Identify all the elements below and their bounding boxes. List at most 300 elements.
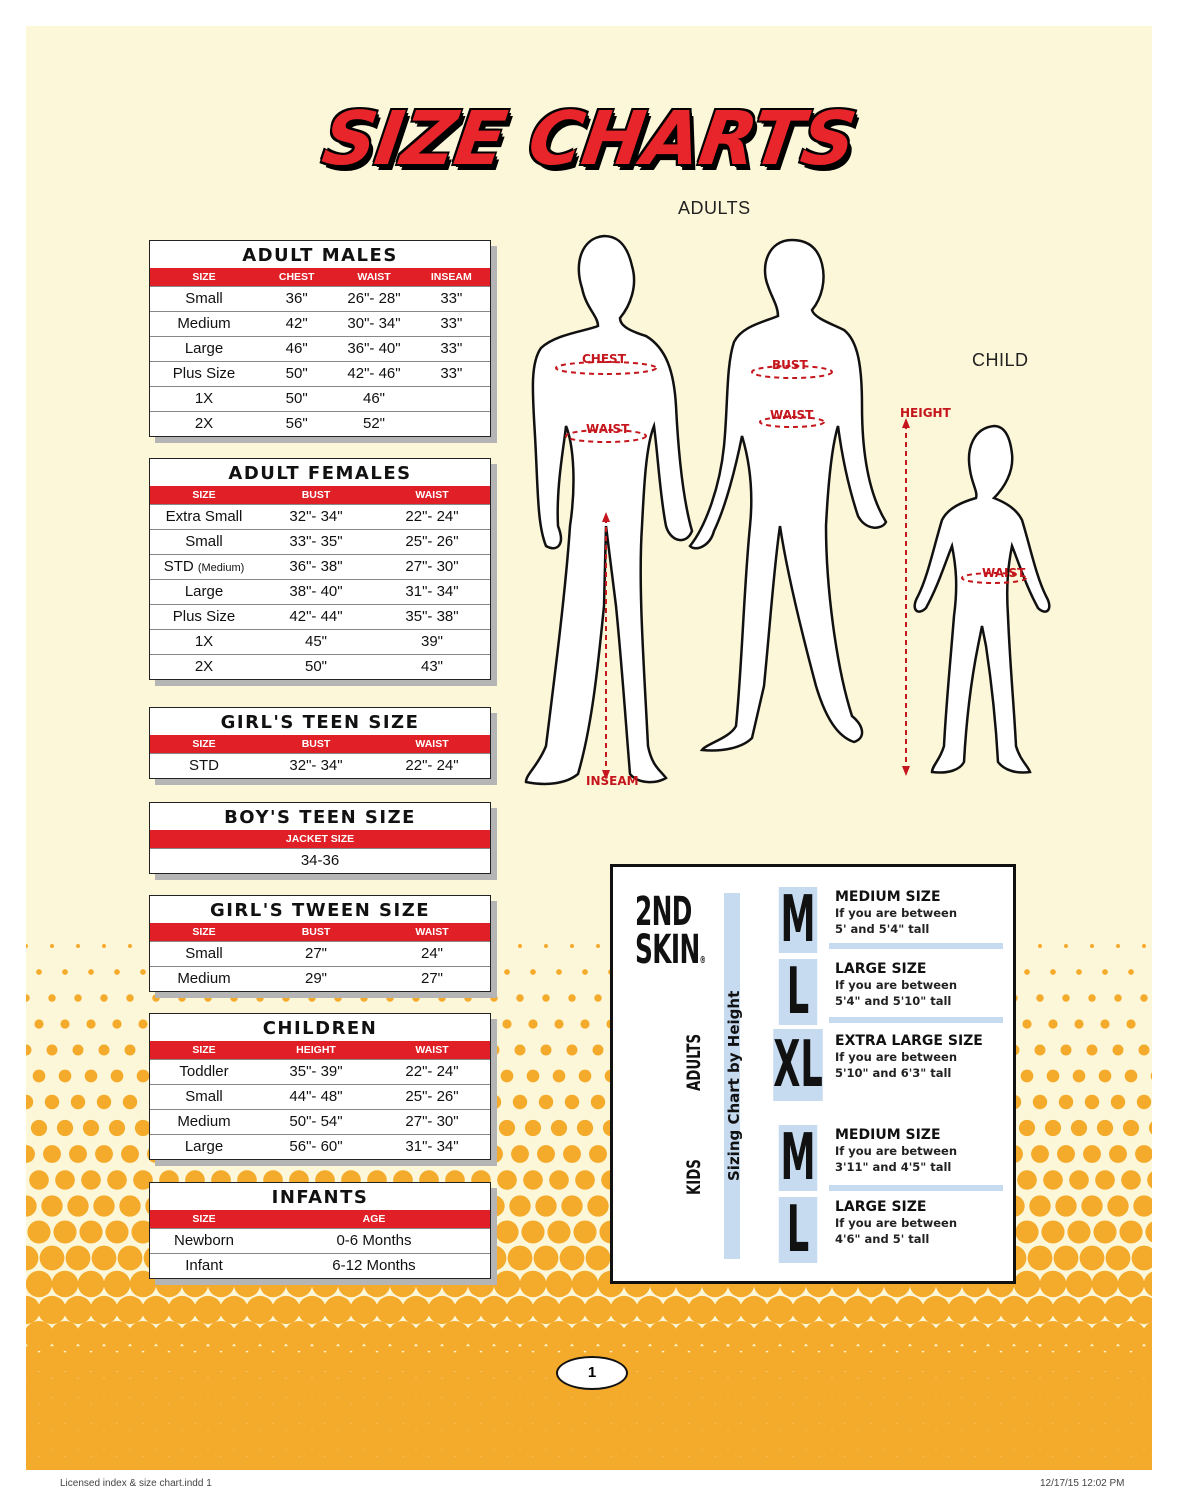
table-row [150,629,490,654]
size-text: If you are between [835,978,958,992]
halftone-dot [1106,1246,1131,1271]
table-header [150,1210,490,1228]
size-std-note: (Medium) [197,562,245,574]
table-cell: 27"- 30" [405,1113,459,1130]
male-figure [526,236,692,784]
halftone-dot [573,1220,596,1243]
brand-logo-bottom [635,927,706,980]
table-row [150,604,490,629]
table-header [150,268,490,286]
halftone-dot [26,944,28,948]
halftone-dot [62,969,68,975]
halftone-dot [86,1019,95,1028]
table-cell: 33" [440,365,463,382]
size-info-medium-kids [835,1127,957,1175]
halftone-dot [1114,994,1121,1001]
halftone-dot [1021,1070,1034,1083]
halftone-dot [1133,1195,1152,1216]
halftone-dot [1119,1220,1142,1243]
halftone-dot [1081,1195,1102,1216]
halftone-dot [85,1070,98,1083]
table-cell: STD [189,757,219,774]
brand-logo-top: 2ND [635,889,692,935]
halftone-dot [539,1095,553,1109]
table-cell: 42" [285,315,308,332]
halftone-dot [57,1120,73,1136]
halftone-dot [454,1296,482,1324]
halftone-dot [870,1296,898,1324]
halftone-dot [1145,1220,1152,1243]
kids-vertical-label: KIDS [683,1159,705,1195]
halftone-dot [128,944,132,948]
halftone-dot [896,1296,924,1324]
halftone-dot [1066,1271,1093,1298]
second-skin-sizing-box [610,864,1016,1284]
size-text: 4'6" and 5' tall [835,1232,930,1246]
halftone-dot [1097,1120,1113,1136]
halftone-dot [112,1019,121,1028]
halftone-dot [549,1170,569,1190]
halftone-dot [1125,1070,1138,1083]
halftone-dot [492,944,496,948]
footer-filename: Licensed index & size chart.indd 1 [60,1478,212,1489]
table-row [150,529,490,554]
halftone-dot [1083,1145,1101,1163]
halftone-dot [99,1045,110,1056]
halftone-dot [544,944,548,948]
halftone-dot [553,1070,566,1083]
halftone-dot [490,994,497,1001]
halftone-dot [36,969,42,975]
boys-teen-table [149,802,491,874]
table-row [150,336,490,361]
halftone-dot [67,1195,88,1216]
halftone-dot [126,994,133,1001]
divider-line [829,1185,1003,1191]
halftone-dot [1087,1045,1098,1056]
halftone-dot [1047,1070,1060,1083]
halftone-dot [334,994,341,1001]
size-text: If you are between [835,1144,958,1158]
halftone-dot [1073,1070,1086,1083]
table-header [150,486,490,504]
size-text: 5' and 5'4" tall [835,922,930,936]
table-cell: Extra Small [165,508,243,525]
table-cell: 35"- 39" [289,1063,343,1080]
halftone-dot [308,994,315,1001]
halftone-dot [138,1019,147,1028]
halftone-dot [922,1296,950,1324]
header-cell: WAIST [415,926,449,938]
footer-timestamp: 12/17/15 12:02 PM [1040,1478,1125,1489]
halftone-dot [53,1220,76,1243]
halftone-dot [1057,1145,1075,1163]
table-cell: Newborn [173,1232,235,1249]
halftone-dot [1102,969,1108,975]
halftone-dot [537,1145,555,1163]
table-title: GIRL'S TEEN SIZE [220,712,420,733]
header-cell: SIZE [192,271,216,283]
girls-teen-table [149,707,491,779]
halftone-dot [81,1170,101,1190]
halftone-dot [560,1246,585,1271]
table-cell: 31"- 34" [405,583,459,600]
halftone-dot [282,994,289,1001]
halftone-dot [386,994,393,1001]
halftone-dot [1054,1246,1079,1271]
table-cell: 50"- 54" [289,1113,343,1130]
halftone-dot [1140,994,1147,1001]
halftone-dot [142,1296,170,1324]
halftone-dot [1132,1246,1152,1271]
halftone-dot [1116,944,1120,948]
size-heading: LARGE SIZE [835,961,927,977]
halftone-dot [577,1120,593,1136]
halftone-dot [1149,1120,1152,1136]
table-cell: Small [185,1088,223,1105]
halftone-dot [1107,1195,1128,1216]
halftone-dot [114,969,120,975]
table-title: ADULT MALES [242,245,398,266]
table-cell: 29" [304,970,327,987]
table-header [150,923,490,941]
table-cell: 32"- 34" [289,757,343,774]
girls-tween-table [149,895,491,992]
halftone-dot [596,944,600,948]
halftone-dot [45,1095,59,1109]
halftone-dot [1118,1271,1145,1298]
halftone-dot [568,994,575,1001]
halftone-dot [1142,944,1146,948]
table-row [150,1084,490,1109]
header-cell: BUST [301,926,331,938]
table-cell: 27" [304,945,327,962]
table-row [150,311,490,336]
halftone-dot [1041,1220,1064,1243]
table-cell: 22"- 24" [405,508,459,525]
halftone-dot [31,1120,47,1136]
halftone-dot [95,1145,113,1163]
table-title: CHILDREN [262,1018,378,1039]
halftone-dot [502,1019,511,1028]
halftone-dot [78,1271,105,1298]
header-cell: SIZE [192,738,216,750]
header-cell: BUST [301,738,331,750]
halftone-dot [74,994,81,1001]
halftone-dot [66,1246,91,1271]
halftone-dot [60,1019,69,1028]
size-text: If you are between [835,1050,958,1064]
table-cell: 27" [420,970,443,987]
table-row [150,1134,490,1159]
halftone-dot [535,1195,556,1216]
table-row [150,1228,490,1253]
halftone-dot [494,1271,521,1298]
halftone-dot [360,994,367,1001]
halftone-dot [104,1271,131,1298]
table-cell: Medium [177,1113,231,1130]
size-letter-xl-adult: XL [773,1028,823,1102]
table-cell: 26"- 28" [347,290,401,307]
halftone-dot [69,1145,87,1163]
halftone-dot [561,1195,582,1216]
table-cell: 1X [194,390,214,407]
halftone-dot [1064,944,1068,948]
halftone-dot [137,1070,150,1083]
halftone-dot [1059,1095,1073,1109]
halftone-dot [464,994,471,1001]
table-cell: 42"- 44" [289,608,343,625]
halftone-dot [1062,994,1069,1001]
table-row [150,504,490,529]
halftone-dot [1093,1220,1116,1243]
header-cell: HEIGHT [296,1044,336,1056]
halftone-dot [34,1019,43,1028]
halftone-dot [1028,1246,1053,1271]
table-cell: 0-6 Months [336,1232,412,1249]
halftone-dot [402,1296,430,1324]
halftone-dot [1080,1246,1105,1271]
halftone-dot [298,1296,326,1324]
size-text: 5'4" and 5'10" tall [835,994,952,1008]
table-cell: Small [185,945,223,962]
halftone-dot [546,1271,573,1298]
halftone-dot [1055,1195,1076,1216]
halftone-dot [565,1095,579,1109]
height-label: HEIGHT [900,406,951,420]
halftone-dot [71,1095,85,1109]
halftone-dot [1137,1095,1151,1109]
divider-line [829,943,1003,949]
child-waist-label: WAIST [982,566,1026,580]
halftone-dot [73,1045,84,1056]
size-text: 5'10" and 6'3" tall [835,1066,952,1080]
table-row [150,361,490,386]
halftone-dot [1123,1120,1139,1136]
table-cell: 56" [285,415,308,432]
table-cell: 42"- 46" [347,365,401,382]
table-row [150,1059,490,1084]
infants-table [149,1182,491,1279]
halftone-dot [438,994,445,1001]
halftone-dot [102,944,106,948]
sizing-chart-label: Sizing Chart by Height [725,990,743,1181]
halftone-dot [100,994,107,1001]
size-text: If you are between [835,906,958,920]
halftone-dot [1078,1296,1106,1324]
table-cell: 46" [362,390,385,407]
children-table [149,1013,491,1160]
inseam-label: INSEAM [586,774,639,788]
size-letter-l-adult: L [779,959,818,1025]
table-cell: Large [184,583,224,600]
table-cell: 50" [285,365,308,382]
table-cell: 31"- 34" [405,1138,459,1155]
halftone-dot [527,1070,540,1083]
halftone-dot [88,969,94,975]
halftone-dot [1000,1296,1028,1324]
halftone-dot [582,969,588,975]
halftone-dot [551,1120,567,1136]
table-row [150,941,490,966]
halftone-dot [610,1296,638,1324]
table-cell [413,412,490,436]
halftone-dot [714,1296,742,1324]
child-label: CHILD [972,350,1029,370]
table-cell: 38"- 40" [289,583,343,600]
halftone-dot [272,1296,300,1324]
page-title: SIZE CHARTS [317,96,861,182]
halftone-dot [594,994,601,1001]
halftone-dot [26,1095,33,1109]
table-row [150,1109,490,1134]
halftone-dot [121,1145,139,1163]
halftone-dot [76,944,80,948]
header-cell: SIZE [192,926,216,938]
halftone-dot [1121,1170,1141,1190]
table-cell: 36"- 38" [289,558,343,575]
halftone-dot [1130,1296,1152,1324]
halftone-dot [412,994,419,1001]
halftone-dot [499,1120,515,1136]
halftone-dot [48,994,55,1001]
halftone-dot [1029,1195,1050,1216]
halftone-dot [495,1220,518,1243]
table-cell: Small [185,290,223,307]
halftone-dot [589,1145,607,1163]
table-title: GIRL'S TWEEN SIZE [209,900,431,921]
halftone-dot [1048,1019,1057,1028]
halftone-dot [1099,1070,1112,1083]
halftone-dot [1040,1271,1067,1298]
table-cell: 30"- 34" [347,315,401,332]
size-text: If you are between [835,1216,958,1230]
table-header [150,735,490,753]
bust-label: BUST [772,358,808,372]
adults-vertical-label: ADULTS [683,1033,705,1091]
halftone-dot [1088,994,1095,1001]
halftone-dot [59,1070,72,1083]
table-cell: 2X [194,658,214,675]
table-row [150,654,490,679]
halftone-dot [152,994,159,1001]
halftone-dot [579,1070,592,1083]
halftone-dot [792,1296,820,1324]
halftone-dot [547,1220,570,1243]
halftone-dot [230,994,237,1001]
halftone-dot [1043,1170,1063,1190]
halftone-dot [1085,1095,1099,1109]
halftone-dot [90,1296,118,1324]
table-cell: Medium [177,970,231,987]
halftone-dot [26,1195,37,1216]
registered-mark: ® [699,955,706,966]
size-heading: EXTRA LARGE SIZE [835,1033,983,1049]
halftone-dot [26,1271,52,1298]
halftone-dot [1139,1045,1150,1056]
halftone-dot [1014,1271,1041,1298]
halftone-dot [586,1246,611,1271]
halftone-dot [1151,1070,1152,1083]
male-waist-label: WAIST [586,422,630,436]
halftone-dot [520,1271,547,1298]
header-cell: WAIST [415,738,449,750]
table-cell: Large [184,340,224,357]
halftone-dot [504,969,510,975]
halftone-dot [1128,969,1134,975]
table-title: ADULT FEMALES [228,463,412,484]
halftone-dot [593,1045,604,1056]
halftone-dot [125,1045,136,1056]
table-cell [150,555,258,579]
halftone-dot [1061,1045,1072,1056]
halftone-dot [97,1095,111,1109]
size-info-medium-adult [835,889,957,937]
halftone-dot [532,1296,560,1324]
table-cell: 35"- 38" [405,608,459,625]
header-cell: SIZE [192,1213,216,1225]
header-cell: WAIST [357,271,391,283]
table-cell: 44"- 48" [289,1088,343,1105]
halftone-dot [591,1095,605,1109]
table-cell: Medium [177,315,231,332]
halftone-dot [518,944,522,948]
halftone-dot [1135,1145,1152,1163]
table-cell: 43" [420,658,443,675]
halftone-dot [528,1019,537,1028]
size-chart-page [26,26,1152,1470]
halftone-dot [26,1145,35,1163]
halftone-dot [688,1296,716,1324]
halftone-dot [1092,1271,1119,1298]
halftone-dot [52,1271,79,1298]
halftone-dot [1052,1296,1080,1324]
halftone-dot [33,1070,46,1083]
halftone-dot [584,1296,612,1324]
divider-line [829,1017,1003,1023]
female-waist-label: WAIST [770,408,814,422]
table-cell: 27"- 30" [405,558,459,575]
halftone-dot [194,1296,222,1324]
halftone-dot [662,1296,690,1324]
halftone-dot [1019,1120,1035,1136]
halftone-dot [50,944,54,948]
table-cell: 6-12 Months [332,1257,416,1274]
halftone-dot [64,1296,92,1324]
halftone-dot [1045,1120,1061,1136]
halftone-dot [123,1095,137,1109]
halftone-dot [1031,1145,1049,1163]
halftone-dot [1017,1170,1037,1190]
halftone-dot [509,1195,530,1216]
halftone-dot [1147,1170,1152,1190]
table-cell: 45" [304,633,327,650]
halftone-dot [974,1296,1002,1324]
halftone-dot [92,1246,117,1271]
table-header [150,1041,490,1059]
size-heading: MEDIUM SIZE [835,889,941,905]
table-cell: Large [184,1138,224,1155]
adult-females-table [149,458,491,680]
size-info-xl-adult [835,1033,983,1081]
halftone-dot [324,1296,352,1324]
halftone-dot [1067,1220,1090,1243]
halftone-dot [1074,1019,1083,1028]
halftone-dot [47,1045,58,1056]
adult-males-table [149,240,491,437]
table-cell: 22"- 24" [405,1063,459,1080]
halftone-dot [508,1246,533,1271]
